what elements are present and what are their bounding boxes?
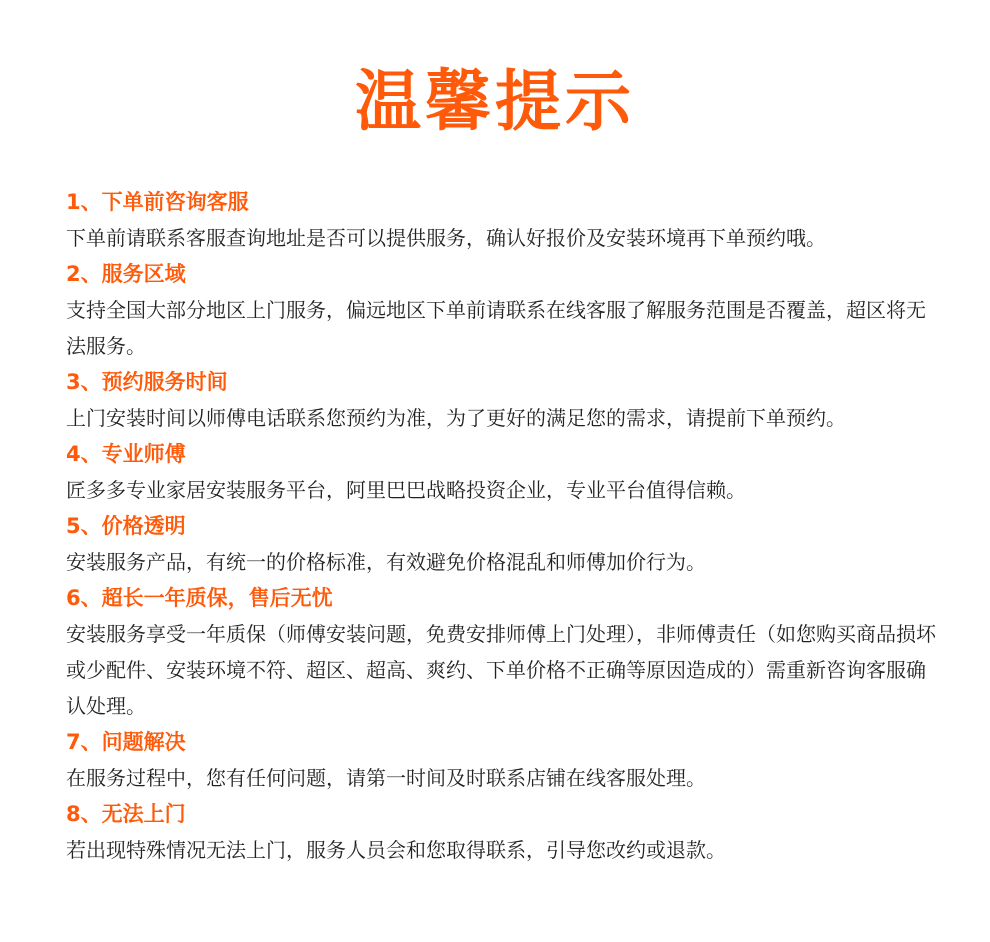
section-heading: 5、价格透明 — [66, 514, 186, 538]
section-heading: 3、预约服务时间 — [66, 370, 228, 394]
section-body: 在服务过程中，您有任何问题，请第一时间及时联系店铺在线客服处理。 — [66, 766, 706, 790]
section-body: 上门安装时间以师傅电话联系您预约为准，为了更好的满足您的需求，请提前下单预约。 — [66, 406, 846, 430]
section-problem-solving — [66, 724, 936, 796]
section-body: 支持全国大部分地区上门服务，偏远地区下单前请联系在线客服了解服务范围是否覆盖，超区将无法服务。 — [66, 298, 926, 358]
section-unable-visit — [66, 796, 936, 868]
section-body: 安装服务产品，有统一的价格标准，有效避免价格混乱和师傅加价行为。 — [66, 550, 706, 574]
section-body: 若出现特殊情况无法上门，服务人员会和您取得联系，引导您改约或退款。 — [66, 838, 726, 862]
section-professional — [66, 436, 936, 508]
section-body: 匠多多专业家居安装服务平台，阿里巴巴战略投资企业，专业平台值得信赖。 — [66, 478, 746, 502]
section-body: 下单前请联系客服查询地址是否可以提供服务，确认好报价及安装环境再下单预约哦。 — [66, 226, 826, 250]
section-consult — [66, 184, 936, 256]
section-heading: 8、无法上门 — [66, 802, 186, 826]
section-heading: 7、问题解决 — [66, 730, 186, 754]
section-heading: 4、专业师傅 — [66, 442, 186, 466]
section-heading: 6、超长一年质保，售后无忧 — [66, 586, 333, 610]
section-appointment-time — [66, 364, 936, 436]
section-heading: 2、服务区域 — [66, 262, 186, 286]
section-warranty — [66, 580, 936, 724]
section-price — [66, 508, 936, 580]
page-title: 温馨提示 — [355, 63, 635, 140]
section-body: 安装服务享受一年质保（师傅安装问题，免费安排师傅上门处理），非师傅责任（如您购买商品损坏或少配件、安装环境不符、超区、超高、爽约、下单价格不正确等原因造成的）需重新咨询客服确认处理。 — [66, 622, 936, 718]
section-heading: 1、下单前咨询客服 — [66, 190, 249, 214]
section-service-area — [66, 256, 936, 364]
notice-sections — [66, 184, 936, 868]
